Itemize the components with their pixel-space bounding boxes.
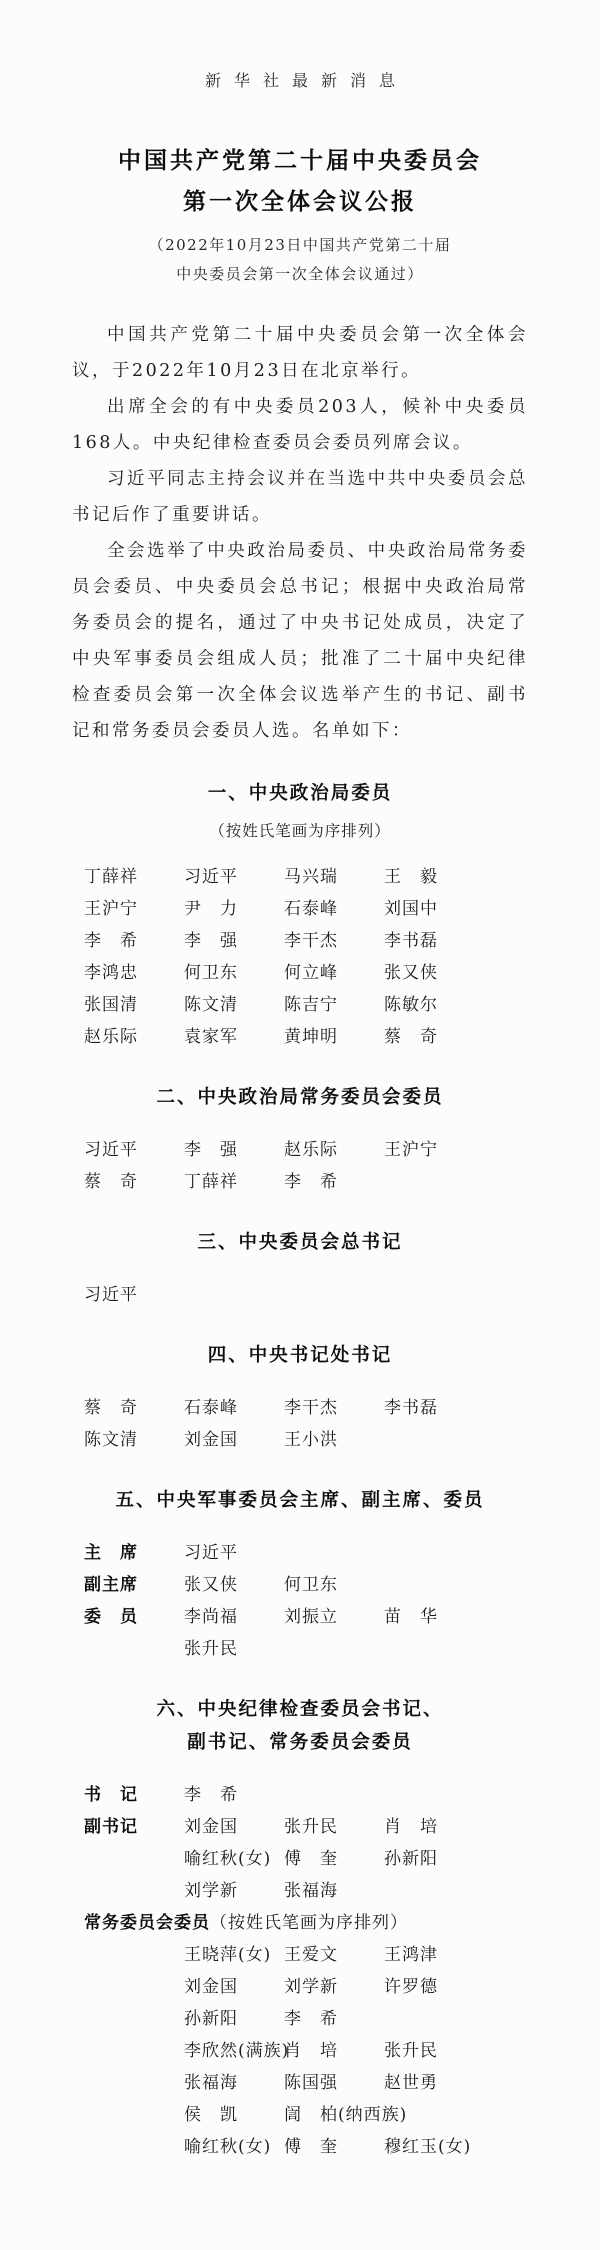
- standing-committee-name-grid: [84, 1134, 528, 1198]
- labeled-name-row: [84, 1601, 528, 1633]
- member-name: 张升民: [184, 1639, 238, 1659]
- member-name: 刘学新: [284, 1977, 338, 1997]
- member-name: 傅 奎: [284, 1849, 338, 1869]
- member-name: 王鸿津: [384, 1945, 438, 1965]
- member-name: 许罗德: [384, 1977, 438, 1997]
- ccdi-heading-line-1: 六、中央纪律检查委员会书记、: [156, 1699, 444, 1720]
- spacer: [84, 2131, 184, 2163]
- section-note-stroke-order: （按姓氏笔画为序排列）: [209, 822, 391, 840]
- member-name: 尹 力: [184, 899, 238, 919]
- name-row: [84, 925, 528, 957]
- member-name: 李干杰: [284, 931, 338, 951]
- member-name: 何立峰: [284, 963, 338, 983]
- member-name: 李 希: [184, 1785, 238, 1805]
- role-label: [84, 1875, 184, 1907]
- name-row: [84, 1939, 528, 1971]
- member-name: 刘国中: [384, 899, 438, 919]
- member-name: 李干杰: [284, 1398, 338, 1418]
- name-row: [84, 2035, 528, 2067]
- document-subtitle: [72, 231, 528, 289]
- labeled-name-row: [84, 1875, 528, 1907]
- labeled-name-row: [84, 1569, 528, 1601]
- member-name: [384, 1633, 484, 1665]
- labeled-name-row: [84, 1811, 528, 1843]
- member-name: 喻红秋(女): [184, 1849, 272, 1869]
- name-row: [84, 1971, 528, 2003]
- spacer: [84, 1971, 184, 2003]
- member-name: 王沪宁: [84, 899, 138, 919]
- member-name: 李欣然(满族): [184, 2041, 290, 2061]
- labeled-name-row: [84, 1633, 528, 1665]
- labeled-name-row: [84, 1779, 528, 1811]
- section-heading-secretariat: 四、中央书记处书记: [207, 1345, 393, 1366]
- body-text: [72, 317, 528, 749]
- member-name: 陈敏尔: [384, 995, 438, 1015]
- member-name: 陈国强: [284, 2073, 338, 2093]
- member-name: 张国清: [84, 995, 138, 1015]
- member-name: 傅 奎: [284, 2137, 338, 2157]
- secretariat-name-grid: [84, 1392, 528, 1456]
- member-name: 何卫东: [284, 1575, 338, 1595]
- paragraph: 出席全会的有中央委员203人，候补中央委员168人。中央纪律检查委员会委员列席会议。: [72, 397, 528, 453]
- name-row: [84, 1166, 528, 1198]
- spacer: [84, 2003, 184, 2035]
- role-label: [84, 1843, 184, 1875]
- name-row: [84, 861, 528, 893]
- member-name: 訚 柏(纳西族): [284, 2105, 408, 2125]
- member-name: 肖 培: [284, 2041, 338, 2061]
- spacer: [84, 2067, 184, 2099]
- member-name: 陈文清: [84, 1430, 138, 1450]
- member-name: 习近平: [184, 1543, 238, 1563]
- section-heading-general-secretary: 三、中央委员会总书记: [197, 1232, 403, 1253]
- member-name: [384, 1875, 484, 1907]
- member-name: 袁家军: [184, 1027, 238, 1047]
- member-name: 穆红玉(女): [384, 2137, 472, 2157]
- member-name: [284, 1633, 384, 1665]
- role-label: 书 记: [84, 1785, 138, 1805]
- member-name: 刘金国: [184, 1430, 238, 1450]
- labeled-name-row: [84, 1843, 528, 1875]
- member-name: [284, 1537, 384, 1569]
- name-row: [84, 989, 528, 1021]
- name-row: [84, 893, 528, 925]
- member-name: 习近平: [84, 1140, 138, 1160]
- paragraph: 全会选举了中央政治局委员、中央政治局常务委员会委员、中央委员会总书记；根据中央政治局常务委员会的提名，通过了中央书记处成员，决定了中央军事委员会组成人员；批准了二十届中央纪律检查委员会第一次全体会议选举产生的书记、副书记和常务委员会委员人选。名单如下：: [72, 541, 528, 741]
- member-name: [384, 1779, 484, 1811]
- member-name: 李书磊: [384, 931, 438, 951]
- member-name: 蔡 奇: [384, 1027, 438, 1047]
- member-name: 张福海: [184, 2073, 238, 2093]
- member-name: 刘金国: [184, 1977, 238, 1997]
- member-name: 蔡 奇: [84, 1398, 138, 1418]
- member-name: 肖 培: [384, 1817, 438, 1837]
- member-name: 孙新阳: [384, 1849, 438, 1869]
- member-name: 刘金国: [184, 1817, 238, 1837]
- labeled-name-row: [84, 1537, 528, 1569]
- name-row: [84, 2003, 528, 2035]
- member-name: 李书磊: [384, 1398, 438, 1418]
- member-name: 李 强: [184, 931, 238, 951]
- role-label: 委 员: [84, 1607, 138, 1627]
- member-name: 李 希: [284, 2009, 338, 2029]
- general-secretary-name: [84, 1279, 528, 1311]
- member-name: 张福海: [284, 1881, 338, 1901]
- member-name: 蔡 奇: [84, 1172, 138, 1192]
- member-name: [284, 1779, 384, 1811]
- section-heading-politburo: 一、中央政治局委员: [207, 783, 393, 804]
- member-name: 丁薛祥: [184, 1172, 238, 1192]
- politburo-name-grid: [84, 861, 528, 1053]
- member-name: 喻红秋(女): [184, 2137, 272, 2157]
- member-name: 王晓萍(女): [184, 1945, 272, 1965]
- member-name: [384, 1569, 484, 1601]
- member-name: 石泰峰: [284, 899, 338, 919]
- role-label: [84, 1633, 184, 1665]
- member-name: 张升民: [384, 2041, 438, 2061]
- member-name: 陈文清: [184, 995, 238, 1015]
- role-label: 常务委员会委员: [84, 1913, 210, 1933]
- member-name: 黄坤明: [284, 1027, 338, 1047]
- name-row: [84, 1134, 528, 1166]
- name-row: [84, 957, 528, 989]
- name-row: [84, 2067, 528, 2099]
- subcommittee-label-row: [84, 1907, 528, 1939]
- member-name: 侯 凯: [184, 2105, 238, 2125]
- section-heading-ccdi: [72, 1693, 528, 1759]
- member-name: 王爱文: [284, 1945, 338, 1965]
- member-name: 赵乐际: [284, 1140, 338, 1160]
- member-name: 张又侠: [384, 963, 438, 983]
- member-name: 习近平: [84, 1285, 138, 1305]
- member-name: 孙新阳: [184, 2009, 238, 2029]
- name-row: [84, 2131, 528, 2163]
- title-line-2: 第一次全体会议公报: [183, 189, 417, 215]
- member-name: 李尚福: [184, 1607, 238, 1627]
- name-row: [84, 1424, 528, 1456]
- member-name: 张升民: [284, 1817, 338, 1837]
- name-row: [84, 1279, 528, 1311]
- member-name: 赵世勇: [384, 2073, 438, 2093]
- title-line-1: 中国共产党第二十届中央委员会: [118, 148, 482, 174]
- role-label: 主 席: [84, 1543, 138, 1563]
- role-label: 副主席: [84, 1575, 138, 1595]
- name-row: [84, 1021, 528, 1053]
- subtitle-line-2: 中央委员会第一次全体会议通过）: [176, 265, 424, 283]
- member-name: 丁薛祥: [84, 867, 138, 887]
- paragraph: 习近平同志主持会议并在当选中共中央委员会总书记后作了重要讲话。: [72, 469, 528, 525]
- member-name: 刘学新: [184, 1881, 238, 1901]
- spacer: [84, 1939, 184, 1971]
- member-name: [384, 2003, 484, 2035]
- section-heading-standing-committee: 二、中央政治局常务委员会委员: [156, 1087, 444, 1108]
- member-name: 石泰峰: [184, 1398, 238, 1418]
- document-title: [72, 141, 528, 223]
- member-name: 李鸿忠: [84, 963, 138, 983]
- ccdi-name-grid: [84, 1779, 528, 2163]
- role-label: 副书记: [84, 1817, 138, 1837]
- member-name: 李 希: [84, 931, 138, 951]
- masthead: 新华社最新消息: [204, 71, 408, 90]
- member-name: 何卫东: [184, 963, 238, 983]
- member-name: 王沪宁: [384, 1140, 438, 1160]
- member-name: 苗 华: [384, 1607, 438, 1627]
- member-name: 王小洪: [284, 1430, 338, 1450]
- member-name: 赵乐际: [84, 1027, 138, 1047]
- spacer: [84, 2035, 184, 2067]
- spacer: [84, 2099, 184, 2131]
- member-name: 刘振立: [284, 1607, 338, 1627]
- cmc-name-grid: [84, 1537, 528, 1665]
- subtitle-line-1: （2022年10月23日中国共产党第二十届: [148, 236, 452, 254]
- member-name: 习近平: [184, 867, 238, 887]
- ccdi-heading-line-2: 副书记、常务委员会委员: [187, 1732, 413, 1753]
- member-name: [384, 1537, 484, 1569]
- member-name: 张又侠: [184, 1575, 238, 1595]
- member-name: 马兴瑞: [284, 867, 338, 887]
- member-name: [384, 2099, 484, 2131]
- name-row: [84, 1392, 528, 1424]
- member-name: 李 希: [284, 1172, 338, 1192]
- member-name: 王 毅: [384, 867, 438, 887]
- member-name: 李 强: [184, 1140, 238, 1160]
- paragraph: 中国共产党第二十届中央委员会第一次全体会议，于2022年10月23日在北京举行。: [72, 325, 528, 381]
- subcommittee-note: （按姓氏笔画为序排列）: [210, 1913, 408, 1933]
- member-name: 陈吉宁: [284, 995, 338, 1015]
- name-row: [84, 2099, 528, 2131]
- section-heading-cmc: 五、中央军事委员会主席、副主席、委员: [115, 1490, 485, 1511]
